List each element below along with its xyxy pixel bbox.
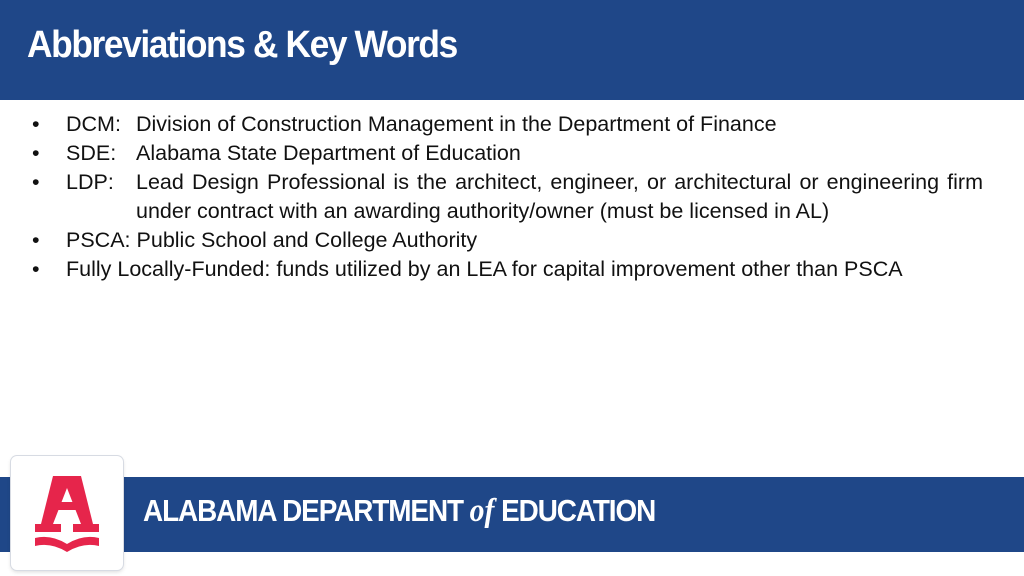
definition: Division of Construction Management in the Department of Finance	[136, 112, 777, 136]
list-item-sde	[28, 139, 983, 168]
definition: Lead Design Professional is the architect, engineer, or architectural or engineering firm under contract with an awarding authority/owner (must be licensed in AL)	[136, 170, 983, 223]
term: SDE:	[66, 141, 117, 165]
org-name-part1: ALABAMA DEPARTMENT	[143, 493, 463, 528]
bullet: •	[32, 141, 40, 165]
bullet: •	[32, 257, 40, 281]
definition-line	[66, 255, 983, 284]
list-item-psca	[28, 226, 983, 255]
title-bar	[0, 0, 1024, 100]
bullet: •	[32, 170, 40, 194]
list-item-fully-locally-funded	[28, 255, 983, 284]
term: LDP:	[66, 170, 114, 194]
definition: Public School and College Authority	[136, 228, 478, 252]
org-name-of: of	[469, 493, 495, 529]
page-title: Abbreviations & Key Words	[27, 24, 457, 66]
bullet: •	[32, 228, 40, 252]
definition: Alabama State Department of Education	[136, 141, 521, 165]
list-item-dcm	[28, 110, 983, 139]
definition-line	[66, 226, 983, 255]
org-name-part3: EDUCATION	[501, 493, 656, 528]
logo-card	[11, 456, 123, 570]
abbreviation-list	[28, 110, 983, 284]
list-item-ldp	[28, 168, 983, 226]
term: Fully Locally-Funded:	[66, 257, 271, 281]
definition: funds utilized by an LEA for capital improvement other than PSCA	[276, 257, 903, 281]
term: PSCA:	[66, 228, 131, 252]
organization-name	[143, 493, 655, 530]
alabama-a-logo-icon	[31, 472, 103, 554]
bullet: •	[32, 112, 40, 136]
term: DCM:	[66, 112, 121, 136]
